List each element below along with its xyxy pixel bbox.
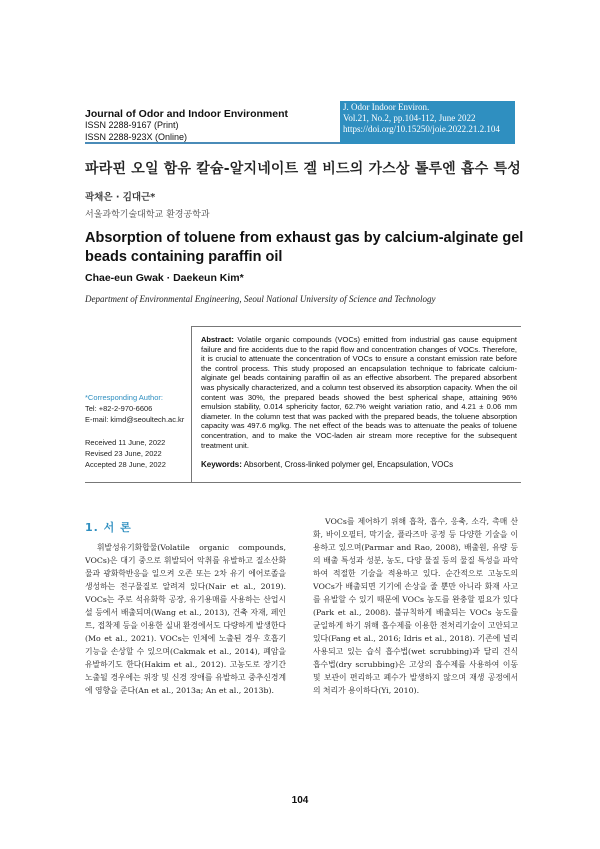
- title-english: Absorption of toluene from exhaust gas by calcium-alginate gel beads containing paraffin oil: [85, 230, 524, 265]
- body-column-right: VOCs를 제어하기 위해 흡착, 흡수, 응축, 소각, 촉매 산화, 바이오필터, 막기술, 플라즈마 공정 등 다양한 기술을 이용하고 있으며(Parmar and Rao, 2008), 배출원, 유량 등의 배출 특성과 성분, 농도, 다양 물질 등의 물질 특성을 파악하여 적절한 기술을 적용하고 있다. 순간적으로 고농도의 VOCs가 배출되면 기기에 손상을 줄 뿐만 아니라 화재 사고를 유발할 수 있기 때문에 VOCs 농도를 완충할 필요가 있다(Park et al., 2008). 불규칙하게 배출되는 VOCs 농도를 균일하게 하기 위해 흡수제를 이용한 전처리기술이 고안되고 있다(Fang et al., 2016; Idris et al., 2018). 기존에 널리 사용되고 있는 습식 흡수법(wet scrubbing)과 달리 건식 흡수법(dry scrubbing)은 고상의 흡수제를 사용하여 이동 및 보관이 편리하고 폐수가 발생하지 않으며 재생 공정에서의 처리가 용이하다(Yi, 2010).: [313, 517, 518, 695]
- section-heading-introduction: 1. 서 론: [85, 521, 132, 534]
- abstract-rule-top: [191, 326, 521, 327]
- corresponding-author-label: *Corresponding Author:: [85, 393, 163, 402]
- abstract: [201, 335, 517, 455]
- issn-online: ISSN 2288-923X (Online): [85, 131, 188, 142]
- affiliation-korean: 서울과학기술대학교 환경공학과: [85, 210, 210, 220]
- correspondence-info: [85, 392, 195, 425]
- affiliation-english: Department of Environmental Engineering, Seoul National University of Science and Technology: [85, 294, 436, 304]
- title-korean: 파라핀 오일 함유 칼슘-알지네이트 겔 비드의 가스상 톨루엔 흡수 특성: [85, 161, 521, 177]
- journal-header: [85, 108, 337, 143]
- keywords-label: Keywords:: [201, 460, 242, 469]
- citation-doi[interactable]: https://doi.org/10.15250/joie.2022.21.2.104: [343, 124, 500, 134]
- citation-box: [340, 101, 515, 144]
- keywords: [201, 460, 517, 469]
- date-accepted: Accepted 28 June, 2022: [85, 460, 166, 469]
- authors-english: Chae-eun Gwak · Daekeun Kim*: [85, 272, 244, 284]
- article-dates: [85, 437, 195, 470]
- abstract-label: Abstract:: [201, 335, 234, 344]
- citation-volume: Vol.21, No.2, pp.104-112, June 2022: [343, 113, 476, 123]
- correspondence-tel: Tel: +82-2-970-6606: [85, 404, 153, 413]
- abstract-rule-bottom: [85, 482, 521, 483]
- page-number: 104: [291, 795, 309, 806]
- keywords-text: Absorbent, Cross-linked polymer gel, Encapsulation, VOCs: [243, 460, 454, 469]
- abstract-text: Volatile organic compounds (VOCs) emitted from industrial gas cause equipment failure and fire accidents due to the rapid flow and concentration changes of VOCs. Therefore, it is crucial to attenuate the concentration of VOCs to ensure a constant emission rate before the control process. This study proposed an encapsulation technique to fabricate calcium-alginate gel beads containing paraffin oil as an effective absorbent. The prepared absorbent was physically characterized, and a column test observed its absorption capacity. When the oil content was 30%, the prepared beads showed the best spherical shape, attaining 96% emulsion stability, 0.014 sphericity factor, 62.7% weight variation ratio, and 4.21 ± 0.06 mm diameter. In the column test that was packed with the prepared beads, the toluene absorption capacity was 497.6 mg/kg. The net effect of the beads was to attenuate the peaks of toluene concentration, and to make the VOC-laden air stream more receptive for the subsequent treatment unit.: [201, 335, 517, 450]
- date-revised: Revised 23 June, 2022: [85, 449, 162, 458]
- authors-korean: 곽채은 · 김대근*: [85, 192, 156, 203]
- journal-name: Journal of Odor and Indoor Environment: [85, 108, 289, 120]
- header-rule: [85, 142, 340, 144]
- issn-print: ISSN 2288-9167 (Print): [85, 120, 179, 130]
- body-column-left: 휘발성유기화합물(Volatile organic compounds, VOCs)은 대기 중으로 휘발되어 악취를 유발하고 질소산화물과 광화학반응을 일으켜 오존 또는 2차 유기 에어로졸을 생성하는 전구물질로 알려져 있다(Nair et al., 2019). VOCs는 주로 석유화학 공장, 유기용매를 사용하는 산업시설 등에서 배출되며(Wang et al., 2013), 건축 자재, 페인트, 접착제 등을 이용한 실내 환경에서도 다량하게 발생한다(Mo et al., 2021). VOCs는 인체에 노출된 경우 호흡기 기능을 손상할 수 있으며(Cakmak et al., 2014), 폐암을 유발하기도 한다(Hakim et al., 2012). 고농도로 장기간 노출될 경우에는 위장 및 신경 장애를 유발하고 중추신경계에 영향을 준다(An et al., 2013a; An et al., 2013b).: [85, 543, 286, 695]
- correspondence-email[interactable]: E-mail: kimd@seoultech.ac.kr: [85, 415, 185, 424]
- citation-abbrev: J. Odor Indoor Environ.: [343, 102, 430, 112]
- date-received: Received 11 June, 2022: [85, 438, 166, 447]
